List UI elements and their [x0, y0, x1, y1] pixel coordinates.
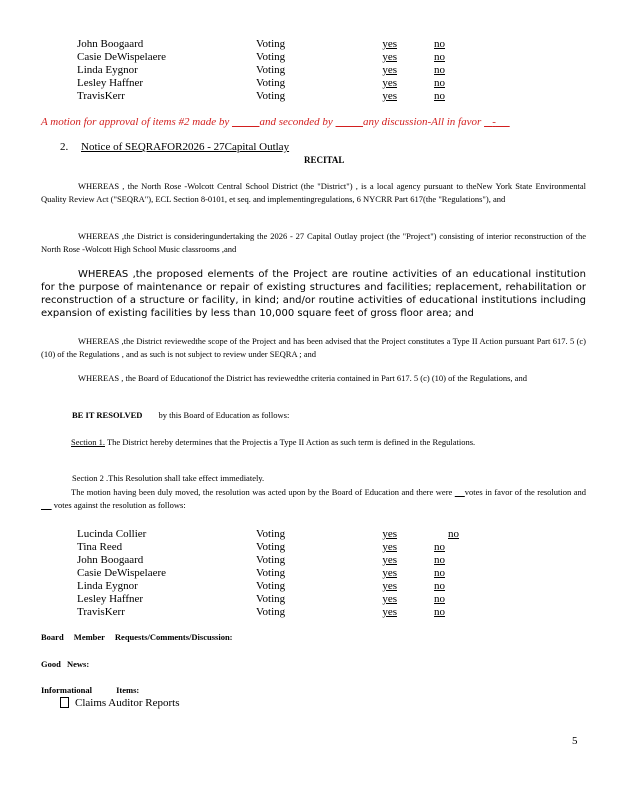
whereas-paragraph-1: WHEREAS , the North Rose -Wolcott Central School District (the "District") , is a local agency pursuant to theNew York State Environmental Quality Review Act ("SEQRA"), ECL Section 8-0101, et seq. and implementingregulations, 6 NYCRR Part 617(the "Regulations"), and [41, 181, 586, 204]
informational-heading: Informational Items: [41, 685, 140, 695]
vote-label: Voting [256, 593, 286, 605]
good-news-heading: Good News: [41, 659, 90, 669]
vote-label: Voting [256, 528, 286, 540]
vote-label: Voting [256, 606, 286, 618]
member-name: Casie DeWispelaere [77, 567, 167, 579]
section-number: 2. [60, 141, 69, 153]
bullet-item [60, 697, 180, 709]
no-blank: no [434, 90, 445, 102]
resolved-rest: by this Board of Education as follows: [158, 410, 290, 420]
no-blank: no [434, 51, 445, 63]
motion-result-text: votes in favor of the resolution and [464, 487, 586, 497]
member-name: Tina Reed [77, 541, 123, 553]
motion-dash: - [492, 116, 496, 128]
section1-paragraph [41, 436, 586, 449]
recital-title: RECITAL [304, 155, 345, 165]
yes-blank: yes [382, 593, 397, 605]
whereas-paragraph-3: WHEREAS ,the proposed elements of the Project are routine activities of an educational institution for the purpose of maintenance or repair of existing structures and facilities; replacement, rehabilitation or reconstruction of a structure or facility, in kind; and/or routine activities of educational institutions including expansion of existing facilities by less than 10,000 square feet of gross floor area; and [41, 269, 586, 319]
page-number: 5 [572, 735, 578, 747]
no-blank: no [434, 64, 445, 76]
no-blank: no [434, 77, 445, 89]
whereas-paragraph-2: WHEREAS ,the District is consideringundertaking the 2026 - 27 Capital Outlay project (the "Project") consisting of interior reconstruction of the North Rose -Wolcott High School Music classrooms ,and [41, 231, 586, 254]
resolved-lead: BE IT RESOLVED [72, 410, 143, 420]
motion-line [41, 116, 510, 128]
member-name: Linda Eygnor [77, 580, 138, 592]
motion-text: and seconded by [259, 116, 333, 128]
vote-label: Voting [256, 554, 286, 566]
section-title: Notice of SEQRAFOR2026 - 27Capital Outlay [81, 141, 290, 153]
member-name: Lesley Haffner [77, 77, 144, 89]
whereas-paragraph-4: WHEREAS ,the District reviewedthe scope of the Project and has been advised that the Project constitutes a Type II Action pursuant Part 617. 5 (c) (10) of the Regulations , and as such is not subject to review under SEQRA ; and [41, 336, 586, 359]
yes-blank: yes [382, 541, 397, 553]
whereas-paragraph-5: WHEREAS , the Board of Educationof the District has reviewedthe criteria contained in Part 617. 5 (c) (10) of the Regulations, and [78, 373, 527, 383]
vote-label: Voting [256, 38, 286, 50]
section1-label: Section 1. [71, 437, 105, 447]
no-blank: no [434, 38, 445, 50]
no-blank: no [434, 580, 445, 592]
section1-text: The District hereby determines that the Projectis a Type II Action as such term is defined in the Regulations. [106, 437, 476, 447]
vote-label: Voting [256, 541, 286, 553]
no-blank: no [434, 606, 445, 618]
vote-label: Voting [256, 580, 286, 592]
motion-text: A motion for approval of items #2 made by [41, 116, 230, 128]
no-blank: no [434, 593, 445, 605]
vote-label: Voting [256, 64, 286, 76]
no-blank: no [434, 554, 445, 566]
no-blank: no [448, 528, 459, 540]
yes-blank: yes [382, 51, 397, 63]
member-name: TravisKerr [77, 90, 125, 102]
vote-label: Voting [256, 567, 286, 579]
section2-line: Section 2 .This Resolution shall take effect immediately. [72, 473, 265, 483]
yes-blank: yes [382, 90, 397, 102]
vote-label: Voting [256, 90, 286, 102]
yes-blank: yes [382, 554, 397, 566]
member-name: Casie DeWispelaere [77, 51, 167, 63]
motion-result-text: The motion having been duly moved, the resolution was acted upon by the Board of Education and there were [71, 487, 453, 497]
member-name: Lucinda Collier [77, 528, 147, 540]
bullet-item-text: Claims Auditor Reports [75, 697, 180, 709]
motion-result [41, 486, 586, 512]
member-name: John Boogaard [77, 554, 144, 566]
yes-blank: yes [382, 567, 397, 579]
vote-label: Voting [256, 51, 286, 63]
yes-blank: yes [382, 77, 397, 89]
member-name: John Boogaard [77, 38, 144, 50]
no-blank: no [434, 567, 445, 579]
section-heading [60, 141, 289, 153]
motion-text: any discussion-All in favor [363, 116, 482, 128]
yes-blank: yes [382, 38, 397, 50]
vote-label: Voting [256, 77, 286, 89]
no-blank: no [434, 541, 445, 553]
yes-blank: yes [382, 606, 397, 618]
motion-result-text: votes against the resolution as follows: [53, 500, 186, 510]
bullet-box-icon [60, 697, 69, 708]
resolved-line [72, 410, 289, 420]
board-member-heading: Board Member Requests/Comments/Discussion: [41, 632, 233, 642]
member-name: TravisKerr [77, 606, 125, 618]
member-name: Linda Eygnor [77, 64, 138, 76]
yes-blank: yes [382, 64, 397, 76]
yes-blank: yes [382, 580, 397, 592]
yes-blank: yes [382, 528, 397, 540]
member-name: Lesley Haffner [77, 593, 144, 605]
